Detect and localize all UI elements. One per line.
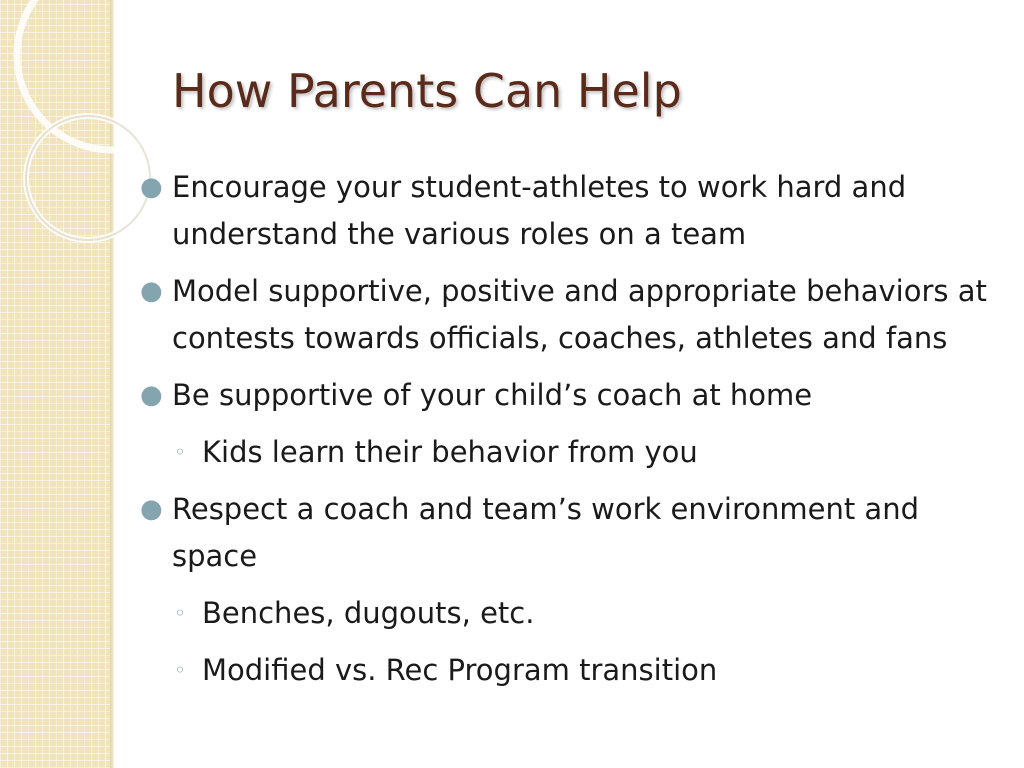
bullet-item: [138, 372, 1008, 419]
sub-bullet-text: Kids learn their behavior from you: [202, 435, 698, 469]
hollow-circle-bullet-icon: ◦: [174, 440, 186, 464]
hollow-circle-bullet-icon: ◦: [174, 658, 186, 682]
bullet-text: Model supportive, positive and appropriate behaviors at contests towards officials, coaches, athletes and fans: [172, 274, 987, 355]
filled-circle-bullet-icon: ●: [140, 494, 163, 524]
bullet-item: [138, 268, 1008, 362]
filled-circle-bullet-icon: ●: [140, 276, 163, 306]
sidebar-edge-divider: [110, 0, 114, 768]
slide-title: How Parents Can Help: [172, 64, 682, 118]
filled-circle-bullet-icon: ●: [140, 380, 163, 410]
bullet-text: Encourage your student-athletes to work hard and understand the various roles on a team: [172, 170, 907, 251]
bullet-item: [138, 164, 1008, 258]
sub-bullet-item: [138, 429, 1008, 476]
sub-bullet-item: [138, 647, 1008, 694]
bullet-text: Respect a coach and team’s work environment and space: [172, 492, 919, 573]
bullet-list: [138, 164, 1008, 704]
sub-bullet-item: [138, 590, 1008, 637]
hollow-circle-bullet-icon: ◦: [174, 601, 186, 625]
filled-circle-bullet-icon: ●: [140, 172, 163, 202]
sub-bullet-text: Benches, dugouts, etc.: [202, 596, 535, 630]
bullet-item: [138, 486, 1008, 580]
bullet-text: Be supportive of your child’s coach at home: [172, 378, 813, 412]
sub-bullet-text: Modified vs. Rec Program transition: [202, 653, 718, 687]
decorative-sidebar: [0, 0, 112, 768]
